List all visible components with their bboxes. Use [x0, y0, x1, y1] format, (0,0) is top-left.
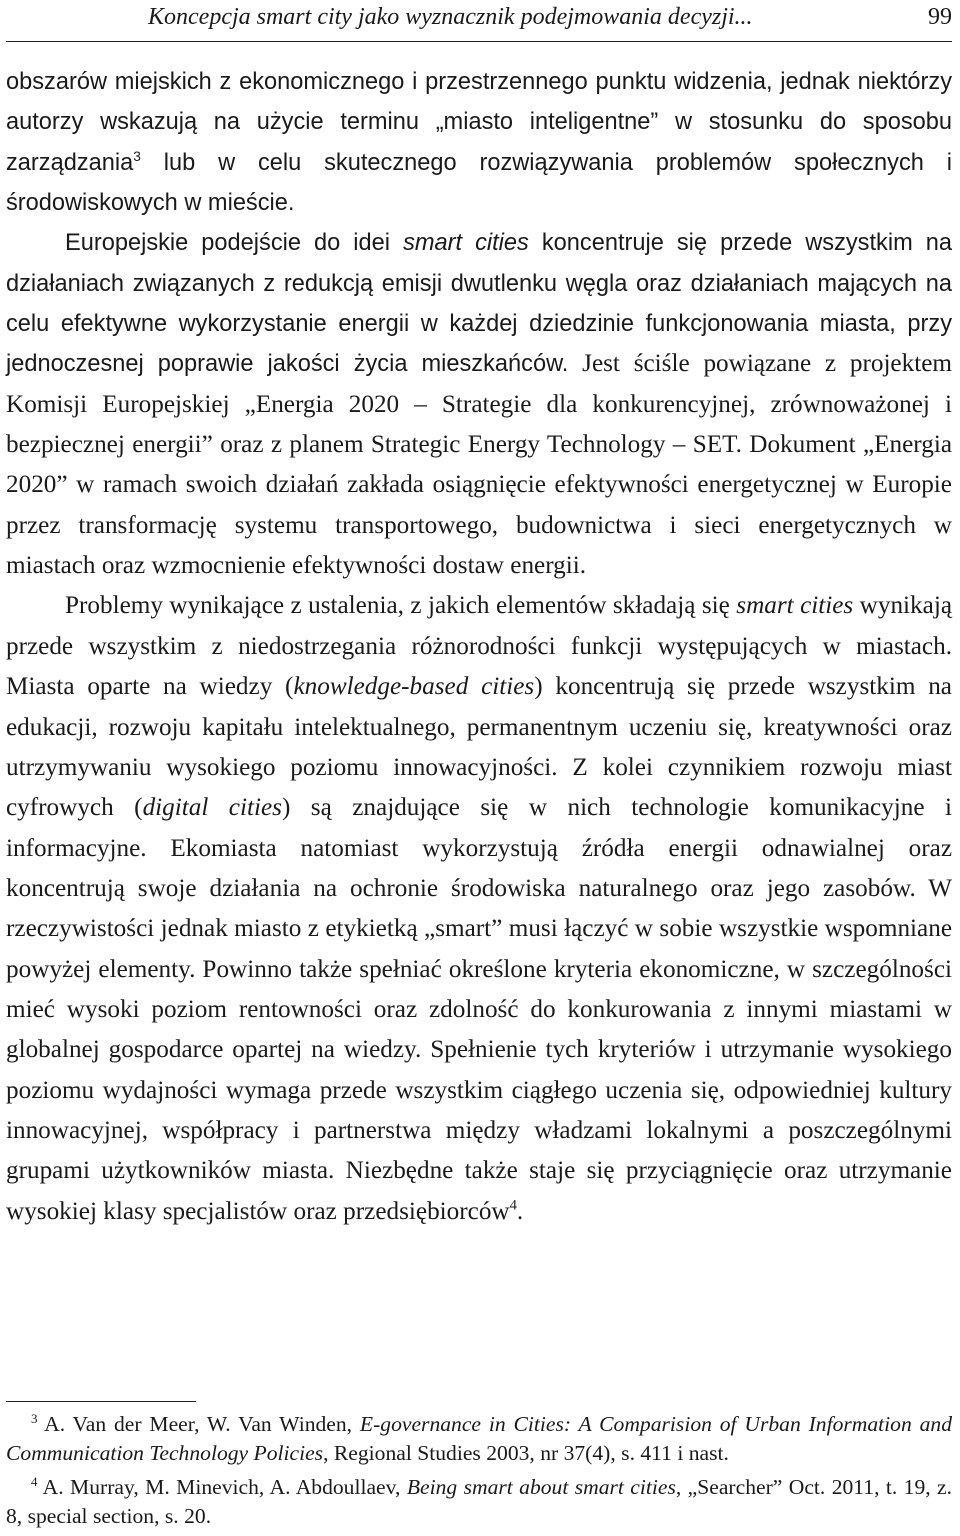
p3-text-b: wynikają przede wszystkim z niedostrzegania różnorodności funkcji występujących w miastach. Miasta oparte na wiedzy (: [6, 592, 953, 701]
footnote-ref-3[interactable]: 3: [133, 148, 141, 164]
footnote-3: [6, 1410, 952, 1467]
p3-text-d: ) są znajdujące się w nich technologie komunikacyjne i informacyjne. Ekomiasta natomiast wykorzystują źródła energii odnawialnej oraz koncentrują swoje działania na ochronie środowiska naturalnego oraz jego zasobów. W rzeczywistości jednak miasto z etykietką „smart” musi łączyć w sobie wszystkie wspomniane powyżej elementy. Powinno także spełniać określone kryteria ekonomiczne, w szczególności mieć wysoki poziom rentowności oraz zdolność do konkurowania z innymi miastami w globalnej gospodarce opartej na wiedzy. Spełnienie tych kryteriów i utrzymanie wysokiego poziomu wydajności wymaga przede wszystkim ciągłego uczenia się, odpowiedniej kultury innowacyjnej, współpracy i partnerstwa między władzami lokalnymi a poszczególnymi grupami użytkowników miasta. Niezbędne także staje się przyciągnięcie oraz utrzymanie wysokiej klasy specjalistów oraz przedsiębiorców: [6, 794, 952, 1225]
footnote-rule: [6, 1401, 196, 1402]
body-text: [6, 62, 952, 1232]
p2-italic-smart-cities: smart cities: [403, 230, 529, 257]
p3-text-c: ) koncentrują się przede wszystkim na edukacji, rozwoju kapitału intelektualnego, permanentnym uczeniu się, kreatywności oraz utrzymywaniu wysokiego poziomu innowacyjności. Z kolei czynnikiem rozwoju miast cyfrowych (: [6, 673, 952, 822]
p1-text-b: lub w celu skutecznego rozwiązywania problemów społecznych i środowiskowych w mieście.: [6, 149, 952, 217]
footnote-4-source: , „Searcher” Oct. 2011, t. 19, z. 8, special section, s. 20.: [6, 1475, 953, 1528]
page-number: 99: [928, 4, 952, 30]
paragraph-3: [6, 586, 952, 1232]
footnote-4: [6, 1473, 952, 1530]
footnote-3-title: E-governance in Cities: A Comparision of Urban Information and Communication Technology Policies: [6, 1412, 952, 1465]
p3-text-a: Problemy wynikające z ustalenia, z jakich elementów składają się: [65, 592, 737, 620]
footnote-3-source: , Regional Studies 2003, nr 37(4), s. 411 i nast.: [323, 1440, 729, 1465]
paragraph-2: [6, 223, 952, 586]
paragraph-1: [6, 62, 952, 223]
p3-italic-knowledge-based: knowledge-based cities: [293, 673, 535, 701]
footnote-4-number: 4: [31, 1473, 38, 1489]
header-rule: [6, 41, 952, 42]
running-title: Koncepcja smart city jako wyznacznik podejmowania decyzji...: [148, 4, 753, 30]
footnotes: [6, 1410, 952, 1536]
footnote-ref-4[interactable]: 4: [509, 1197, 517, 1214]
p3-italic-digital-cities: digital cities: [142, 794, 282, 822]
p3-text-e: .: [516, 1197, 524, 1225]
p1-text-a: obszarów miejskich z ekonomicznego i przestrzennego punktu widzenia, jednak niektórzy autorzy wskazują na użycie terminu „miasto inteligentne” w stosunku do sposobu zarządzania: [6, 69, 952, 176]
footnote-4-authors: A. Murray, M. Minevich, A. Abdoullaev,: [37, 1475, 407, 1499]
footnote-4-title: Being smart about smart cities: [406, 1475, 676, 1499]
p2-text-a: Europejskie podejście do idei: [65, 230, 404, 257]
footnote-3-authors: A. Van der Meer, W. Van Winden,: [37, 1412, 360, 1436]
p2-text-b: koncentruje się przede wszystkim na działaniach związanych z redukcją emisji dwutlenku węgla oraz działaniach mających na celu efektywne wykorzystanie energii w każdej dziedzinie funkcjonowania miasta, przy jednoczesnej poprawie jakości życia mieszkańców.: [6, 230, 952, 378]
p3-italic-smart-cities: smart cities: [736, 592, 854, 620]
footnote-3-number: 3: [31, 1410, 38, 1426]
p2-text-c: Jest ściśle powiązane z projektem Komisji Europejskiej „Energia 2020 – Strategie dla konkurencyjnej, zrównoważonej i bezpiecznej energii” oraz z planem Strategic Energy Technology – SET. Dokument „Energia 2020” w ramach swoich działań zakłada osiągnięcie efektywności energetycznej w Europie przez transformację systemu transportowego, budownictwa i sieci energetycznych w miastach oraz wzmocnienie efektywności dostaw energii.: [6, 350, 952, 580]
running-header: [6, 4, 952, 38]
